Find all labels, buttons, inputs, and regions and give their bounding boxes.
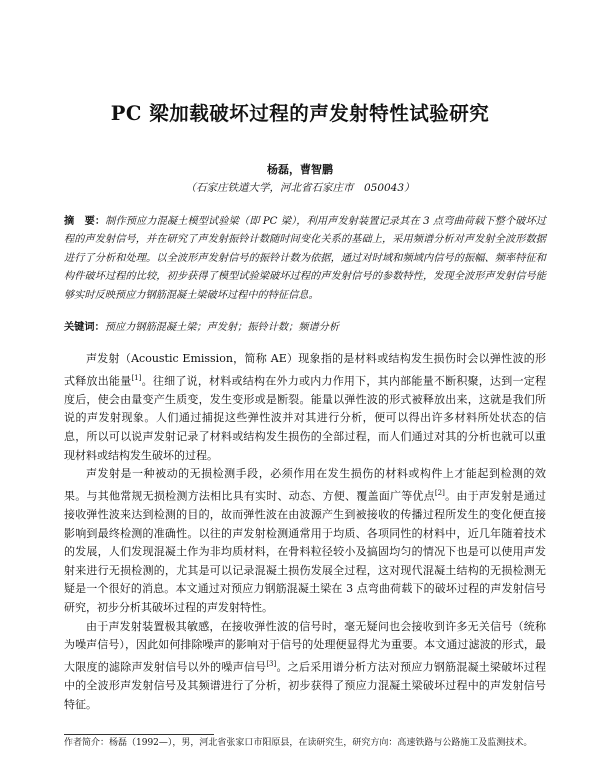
citation-1: [1] <box>131 373 142 382</box>
p2-text-b: 。由于声发射是通过接收弹性波来达到检测的目的，故而弹性波在由波源产生到被接收的传播过程所发生的变化便直接影响到最终检测的准确性。以往的声发射检测通常用于均质、各项同性的材料中，近几年随着技术的发展，人们发现混凝土作为非均质材料，在骨料粒径较小及搞固均匀的情况下也是可以使用声发射来进行无损检测的，尤其是可以记录混凝土损伤发展全过程，这对现代混凝土结构的无损检测无疑是一个很好的消息。本文通过对预应力钢筋混凝土梁在 3 点弯曲荷载下的破坏过程的声发射信号研究，初步分析其破坏过程的声发射特性。 <box>64 489 547 615</box>
affiliation: （石家庄铁道大学，河北省石家庄市 050043） <box>185 182 415 194</box>
keywords-label: 关键词： <box>64 321 105 333</box>
abstract-text: 制作预应力混凝土模型试验梁（即 PC 梁），利用声发射装置记录其在 3 点弯曲荷载下整个破坏过程的声发射信号，并在研究了声发射振铃计数随时间变化关系的基础上，采用频谱分析对声发射全波形数据进行了分析和处理。以全波形声发射信号的振铃计数为依据，通过对时域和频域内信号的振幅、频率特征和构件破坏过程的比较，初步获得了模型试验梁破坏过程的声发射信号的参数特性，发现全波形声发射信号能够实时反映预应力钢筋混凝土梁破坏过程中的特征信息。 <box>64 216 546 301</box>
authors: 杨磊，曹智鹏 <box>267 163 333 176</box>
citation-2: [2] <box>434 488 445 497</box>
footnote: 作者简介：杨磊（1992—），男，河北省张家口市阳原县，在读研究生，研究方向：高速铁路与公路施工及监测技术。 <box>64 738 533 748</box>
p1-text-a: 声发射（Acoustic Emission，简称 AE）现象指的是材料或结构发生损伤时会以弹性波的形式释放出能量 <box>64 352 546 388</box>
abstract <box>64 212 546 305</box>
footnote-divider <box>64 734 214 735</box>
body-text <box>64 350 546 714</box>
keywords-text: 预应力钢筋混凝土梁；声发射；振铃计数；频谱分析 <box>104 322 340 333</box>
p3-text-b: 。之后采用谱分析方法对预应力钢筋混凝土梁破坏过程中的全波形声发射信号及其频谱进行了分析，初步获得了预应力混凝土梁破坏过程中的声发射信号特征。 <box>64 660 547 711</box>
paragraph-2 <box>64 465 546 617</box>
keywords <box>64 318 546 337</box>
p2-text-a: 声发射是一种被动的无损检测手段，必须作用在发生损伤的材料或构件上才能起到检测的效果。与其他常规无损检测方法相比具有实时、动态、方便、覆盖面广等优点 <box>64 467 546 503</box>
p3-text-a: 由于声发射装置极其敏感，在接收弹性波的信号时，毫无疑问也会接收到许多无关信号（统称为噪声信号），因此如何排除噪声的影响对于信号的处理便显得尤为重要。本文通过滤波的形式，最大限度的滤除声发射信号以外的噪声信号 <box>64 619 546 674</box>
citation-3: [3] <box>266 659 277 668</box>
paper-title: PC 梁加载破坏过程的声发射特性试验研究 <box>110 102 490 125</box>
p1-text-b: 。往细了说，材料或结构在外力或内力作用下，其内部能量不断积聚，达到一定程度后，使会由量变产生质变，发生变形或是断裂。能量以弹性波的形式被释放出来，这就是我们所说的声发射现象。人们通过捕捉这些弹性波并对其进行分析，便可以得出许多材料所处状态的信息，所以可以说声发射记录了材料或结构发生损伤的全部过程，而人们通过对其的分析也就可以重现材料或结构发生破坏的过程。 <box>64 374 547 462</box>
abstract-label: 摘 要： <box>64 215 106 227</box>
paragraph-3 <box>64 618 546 715</box>
paragraph-1 <box>64 350 546 465</box>
